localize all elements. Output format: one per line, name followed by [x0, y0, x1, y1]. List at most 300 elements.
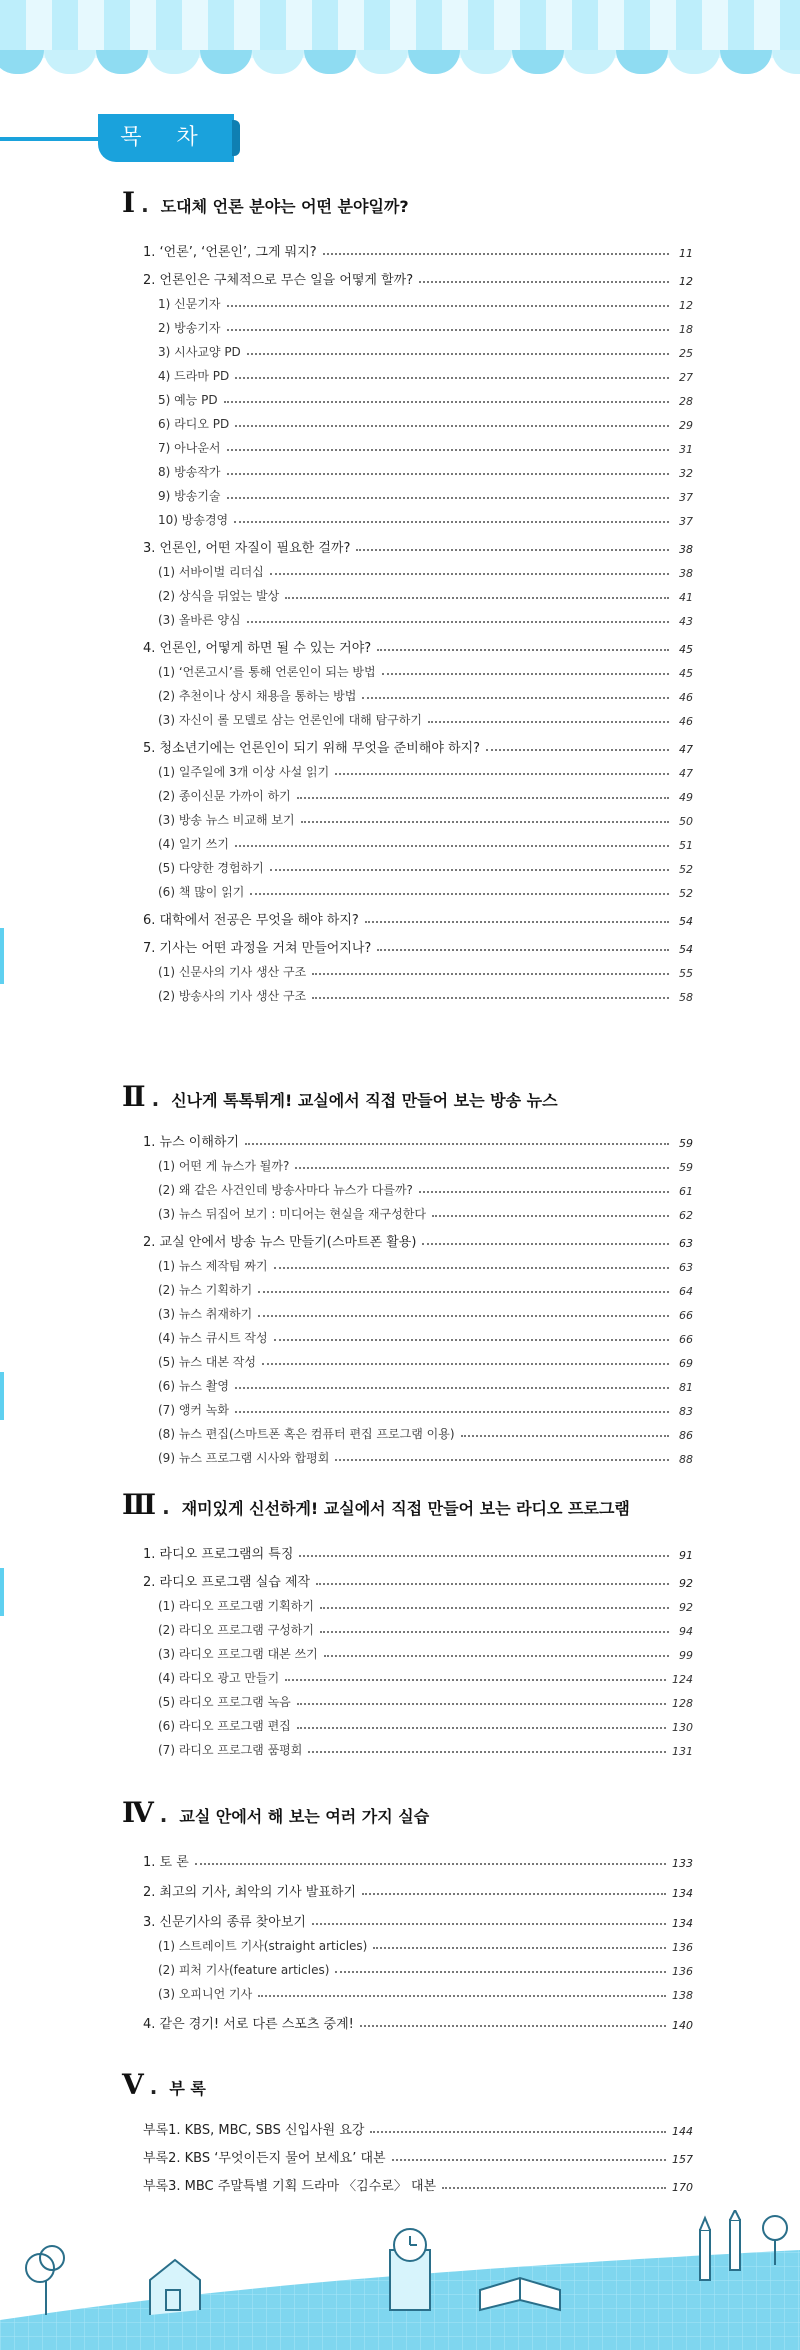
section-title: 재미있게 신선하게! 교실에서 직접 만들어 보는 라디오 프로그램 [181, 1499, 630, 1518]
awning-scallop [356, 50, 408, 74]
toc-subentry[interactable] [158, 458, 693, 480]
toc-subentry[interactable] [158, 706, 693, 728]
dot-leader [422, 1243, 669, 1245]
toc-entry-title: (2) 추천이나 상시 채용을 통하는 방법 [158, 689, 357, 703]
dot-leader [377, 649, 669, 651]
toc-entry-title: (2) 종이신문 가까이 하기 [158, 789, 291, 803]
dot-leader [461, 1435, 670, 1437]
page-number: 92 [679, 1577, 693, 1590]
page-number: 11 [679, 247, 693, 260]
toc-header-tab: 목 차 [98, 114, 234, 162]
page-number: 81 [679, 1381, 693, 1394]
toc-entry-title: 4. 언론인, 어떻게 하면 될 수 있는 거야? [143, 641, 372, 656]
side-mark [0, 1568, 4, 1616]
section-number: Ⅰ [122, 186, 136, 219]
page-number: 66 [679, 1333, 693, 1346]
dot-leader [270, 869, 669, 871]
dot-leader [285, 1679, 666, 1681]
toc-subentry[interactable] [158, 410, 693, 432]
toc-subentry[interactable] [158, 1200, 693, 1222]
section-dot: . [151, 1087, 160, 1111]
toc-entry-title: (2) 뉴스 기획하기 [158, 1283, 253, 1297]
page-number: 66 [679, 1309, 693, 1322]
page-number: 62 [679, 1209, 693, 1222]
toc-entry-title: 6. 대학에서 전공은 무엇을 해야 하지? [143, 913, 359, 928]
toc-entry-title: 2) 방송기자 [158, 321, 221, 335]
toc-entry-title: (4) 뉴스 큐시트 작성 [158, 1331, 268, 1345]
toc-subentry[interactable] [158, 854, 693, 876]
toc-entry-title: 1. ‘언론’, ‘언론인’, 그게 뭐지? [143, 245, 317, 260]
toc-subentry[interactable] [158, 1640, 693, 1662]
page-number: 51 [679, 839, 693, 852]
toc-entry[interactable] [143, 1128, 693, 1150]
dot-leader [247, 621, 669, 623]
page-number: 27 [679, 371, 693, 384]
toc-entry[interactable] [143, 1878, 693, 1900]
dot-leader [362, 1893, 666, 1895]
awning-scallop [252, 50, 304, 74]
toc-entry-title: (1) 일주일에 3개 이상 사설 읽기 [158, 765, 330, 779]
dot-leader [323, 253, 669, 255]
toc-entry-title: (4) 라디오 광고 만들기 [158, 1671, 280, 1685]
section-dot: . [141, 193, 149, 217]
toc-entry-title: (5) 뉴스 대본 작성 [158, 1355, 256, 1369]
dot-leader [373, 1947, 666, 1949]
toc-entry[interactable] [143, 734, 693, 756]
dot-leader [285, 597, 669, 599]
toc-entry-title: (3) 자신이 롤 모델로 삼는 언론인에 대해 탐구하기 [158, 713, 422, 727]
dot-leader [308, 1751, 666, 1753]
dot-leader [392, 2159, 666, 2161]
toc-entry-title: (1) 서바이벌 리더십 [158, 565, 264, 579]
toc-entry-title: (6) 라디오 프로그램 편집 [158, 1719, 291, 1733]
awning-scallop [148, 50, 200, 74]
toc-entry-title: (3) 방송 뉴스 비교해 보기 [158, 813, 295, 827]
page-number: 49 [679, 791, 693, 804]
page-number: 128 [672, 1697, 693, 1710]
page-number: 46 [679, 715, 693, 728]
toc-entry-title: 10) 방송경영 [158, 513, 229, 527]
toc-entry[interactable] [143, 1228, 693, 1250]
awning-scallop [720, 50, 772, 74]
toc-entry-title: (2) 피처 기사(feature articles) [158, 1963, 330, 1977]
dot-leader [295, 1167, 669, 1169]
page-number: 47 [679, 767, 693, 780]
toc-subentry[interactable] [158, 1688, 693, 1710]
dot-leader [258, 1315, 669, 1317]
toc-entry-title: (2) 왜 같은 사건인데 방송사마다 뉴스가 다를까? [158, 1183, 413, 1197]
toc-entry-title: 7. 기사는 어떤 과정을 거쳐 만들어지나? [143, 941, 372, 956]
toc-subentry[interactable] [158, 434, 693, 456]
dot-leader [227, 497, 670, 499]
dot-leader [235, 845, 669, 847]
section-heading [122, 2068, 206, 2104]
toc-subentry[interactable] [158, 878, 693, 900]
section-dot: . [159, 1803, 168, 1827]
awning-scallop [408, 50, 460, 74]
dot-leader [258, 1995, 666, 1997]
awning-scallop [616, 50, 668, 74]
awning-scallop [668, 50, 720, 74]
toc-entry-title: 7) 아나운서 [158, 441, 221, 455]
toc-entry-title: (5) 라디오 프로그램 녹음 [158, 1695, 291, 1709]
section-title: 부 록 [169, 2079, 206, 2098]
dot-leader [235, 1411, 669, 1413]
toc-subentry[interactable] [158, 982, 693, 1004]
section-number: Ⅱ [122, 1080, 146, 1113]
page-number: 134 [672, 1887, 693, 1900]
toc-entry[interactable] [143, 906, 693, 928]
toc-entry-title: (1) 스트레이트 기사(straight articles) [158, 1939, 368, 1953]
page-number: 144 [672, 2125, 693, 2138]
toc-entry-title: (8) 뉴스 편집(스마트폰 혹은 컴퓨터 편집 프로그램 이용) [158, 1427, 455, 1441]
dot-leader [297, 1727, 666, 1729]
toc-subentry[interactable] [158, 1980, 693, 2002]
page-number: 28 [679, 395, 693, 408]
toc-entry[interactable] [143, 1908, 693, 1930]
dot-leader [320, 1607, 669, 1609]
toc-entry[interactable] [143, 2010, 693, 2032]
page-number: 31 [679, 443, 693, 456]
page-number: 25 [679, 347, 693, 360]
toc-entry-title: (1) 뉴스 제작팀 짜기 [158, 1259, 268, 1273]
dot-leader [250, 893, 669, 895]
page-number: 54 [679, 915, 693, 928]
dot-leader [235, 425, 669, 427]
toc-subentry[interactable] [158, 830, 693, 852]
section-heading [122, 1488, 630, 1524]
dot-leader [235, 377, 669, 379]
toc-subentry[interactable] [158, 290, 693, 312]
toc-subentry[interactable] [158, 1176, 693, 1198]
awning-scallop [304, 50, 356, 74]
page-number: 69 [679, 1357, 693, 1370]
page-number: 45 [679, 667, 693, 680]
toc-entry-title: 5. 청소년기에는 언론인이 되기 위해 무엇을 준비해야 하지? [143, 741, 481, 756]
dot-leader [486, 749, 669, 751]
toc-entry-title: (3) 올바른 양심 [158, 613, 241, 627]
dot-leader [335, 1971, 666, 1973]
page-number: 12 [679, 299, 693, 312]
dot-leader [320, 1631, 669, 1633]
page-number: 52 [679, 887, 693, 900]
toc-entry-title: 5) 예능 PD [158, 393, 218, 407]
page-number: 41 [679, 591, 693, 604]
section-number: Ⅴ [122, 2068, 144, 2101]
dot-leader [247, 353, 669, 355]
toc-entry-title: (7) 라디오 프로그램 품평회 [158, 1743, 303, 1757]
toc-subentry[interactable] [158, 1300, 693, 1322]
toc-subentry[interactable] [158, 1252, 693, 1274]
toc-subentry[interactable] [158, 658, 693, 680]
toc-entry-title: 3. 언론인, 어떤 자질이 필요한 걸까? [143, 541, 351, 556]
toc-entry-title: 6) 라디오 PD [158, 417, 230, 431]
dot-leader [419, 281, 669, 283]
toc-entry-title: (1) ‘언론고시’를 통해 언론인이 되는 방법 [158, 665, 376, 679]
page-number: 43 [679, 615, 693, 628]
toc-entry-title: (4) 일기 쓰기 [158, 837, 229, 851]
toc-entry-title: 8) 방송작가 [158, 465, 221, 479]
toc-subentry[interactable] [158, 506, 693, 528]
toc-entry-title: (3) 뉴스 취재하기 [158, 1307, 253, 1321]
awning-scallop [44, 50, 96, 74]
page-number: 138 [672, 1989, 693, 2002]
page-number: 58 [679, 991, 693, 1004]
dot-leader [312, 1923, 666, 1925]
page-number: 47 [679, 743, 693, 756]
toc-subentry[interactable] [158, 806, 693, 828]
page-number: 50 [679, 815, 693, 828]
dot-leader [195, 1863, 666, 1865]
page-number: 63 [679, 1237, 693, 1250]
toc-entry-title: 4) 드라마 PD [158, 369, 230, 383]
toc-entry-title: 1) 신문기자 [158, 297, 221, 311]
page-number: 63 [679, 1261, 693, 1274]
toc-subentry[interactable] [158, 1712, 693, 1734]
dot-leader [316, 1583, 669, 1585]
side-mark [0, 928, 4, 984]
section-heading [122, 1796, 429, 1832]
side-mark [0, 1372, 4, 1420]
toc-entry-title: (7) 앵커 녹화 [158, 1403, 229, 1417]
toc-subentry[interactable] [158, 782, 693, 804]
dot-leader [370, 2131, 666, 2133]
toc-entry[interactable] [143, 2144, 693, 2166]
toc-entry-title: (5) 다양한 경험하기 [158, 861, 264, 875]
page-number: 136 [672, 1965, 693, 1978]
dot-leader [382, 673, 669, 675]
awning-scallop [772, 50, 800, 74]
dot-leader [312, 997, 669, 999]
dot-leader [301, 821, 669, 823]
toc-entry-title: 9) 방송기술 [158, 489, 221, 503]
toc-subentry[interactable] [158, 1736, 693, 1758]
dot-leader [356, 549, 669, 551]
toc-entry-title: 2. 교실 안에서 방송 뉴스 만들기(스마트폰 활용) [143, 1235, 417, 1250]
header-rule [0, 137, 100, 141]
page-number: 38 [679, 567, 693, 580]
section-heading [122, 1080, 558, 1116]
toc-subentry[interactable] [158, 1348, 693, 1370]
toc-entry[interactable] [143, 634, 693, 656]
page-number: 124 [672, 1673, 693, 1686]
dot-leader [362, 697, 669, 699]
section-title: 신나게 톡톡튀게! 교실에서 직접 만들어 보는 방송 뉴스 [171, 1091, 558, 1110]
toc-entry-title: 부록1. KBS, MBC, SBS 신입사원 요강 [143, 2123, 365, 2138]
dot-leader [274, 1267, 669, 1269]
page-number: 59 [679, 1161, 693, 1174]
page-number: 64 [679, 1285, 693, 1298]
dot-leader [324, 1655, 669, 1657]
toc-subentry[interactable] [158, 582, 693, 604]
dot-leader [245, 1143, 669, 1145]
dot-leader [419, 1191, 669, 1193]
page-number: 54 [679, 943, 693, 956]
dot-leader [234, 521, 669, 523]
toc-subentry[interactable] [158, 1592, 693, 1614]
toc-entry[interactable] [143, 2116, 693, 2138]
toc-subentry[interactable] [158, 682, 693, 704]
toc-subentry[interactable] [158, 558, 693, 580]
page-number: 38 [679, 543, 693, 556]
section-dot: . [149, 2075, 158, 2099]
toc-subentry[interactable] [158, 1372, 693, 1394]
toc-entry-title: 2. 라디오 프로그램 실습 제작 [143, 1575, 311, 1590]
awning-scallop [512, 50, 564, 74]
toc-entry-title: (1) 신문사의 기사 생산 구조 [158, 965, 307, 979]
dot-leader [270, 573, 669, 575]
toc-entry-title: (3) 오피니언 기사 [158, 1987, 253, 2001]
dot-leader [360, 2025, 666, 2027]
toc-subentry[interactable] [158, 606, 693, 628]
dot-leader [227, 449, 670, 451]
toc-entry-title: 부록3. MBC 주말특별 기획 드라마 〈김수로〉 대본 [143, 2179, 437, 2194]
toc-entry-title: 부록2. KBS ‘무엇이든지 물어 보세요’ 대본 [143, 2151, 386, 2166]
awning-scallop [564, 50, 616, 74]
page-number: 91 [679, 1549, 693, 1562]
page-number: 45 [679, 643, 693, 656]
dot-leader [428, 721, 669, 723]
toc-subentry[interactable] [158, 758, 693, 780]
toc-subentry[interactable] [158, 482, 693, 504]
dot-leader [442, 2187, 666, 2189]
toc-entry-title: 2. 언론인은 구체적으로 무슨 일을 어떻게 할까? [143, 273, 414, 288]
toc-subentry[interactable] [158, 1956, 693, 1978]
toc-entry[interactable] [143, 1568, 693, 1590]
page-number: 83 [679, 1405, 693, 1418]
awning-scallop [0, 50, 44, 74]
page-number: 37 [679, 491, 693, 504]
toc-entry-title: (6) 뉴스 촬영 [158, 1379, 229, 1393]
toc-entry-title: 3) 시사교양 PD [158, 345, 241, 359]
page-number: 99 [679, 1649, 693, 1662]
toc-subentry[interactable] [158, 386, 693, 408]
page-number: 32 [679, 467, 693, 480]
dot-leader [377, 949, 669, 951]
awning-scallop [96, 50, 148, 74]
toc-entry-title: 3. 신문기사의 종류 찾아보기 [143, 1915, 306, 1930]
toc-entry-title: (3) 뉴스 뒤집어 보기 : 미디어는 현실을 재구성한다 [158, 1207, 426, 1221]
dot-leader [365, 921, 669, 923]
toc-entry-title: 2. 최고의 기사, 최악의 기사 발표하기 [143, 1885, 357, 1900]
toc-entry-title: (6) 책 많이 읽기 [158, 885, 245, 899]
toc-subentry[interactable] [158, 1276, 693, 1298]
toc-entry-title: (1) 라디오 프로그램 기획하기 [158, 1599, 314, 1613]
toc-entry-title: (3) 라디오 프로그램 대본 쓰기 [158, 1647, 318, 1661]
toc-subentry[interactable] [158, 1420, 693, 1442]
dot-leader [262, 1363, 669, 1365]
page-number: 94 [679, 1625, 693, 1638]
page-number: 140 [672, 2019, 693, 2032]
toc-entry-title: 1. 토 론 [143, 1855, 189, 1870]
page-number: 170 [672, 2181, 693, 2194]
dot-leader [335, 773, 669, 775]
toc-subentry[interactable] [158, 1152, 693, 1174]
toc-entry-title: (2) 라디오 프로그램 구성하기 [158, 1623, 314, 1637]
dot-leader [227, 473, 670, 475]
page-number: 92 [679, 1601, 693, 1614]
page-number: 29 [679, 419, 693, 432]
toc-entry[interactable] [143, 266, 693, 288]
page-number: 133 [672, 1857, 693, 1870]
dot-leader [297, 797, 669, 799]
toc-entry-title: (9) 뉴스 프로그램 시사와 합평회 [158, 1451, 330, 1465]
dot-leader [299, 1555, 669, 1557]
dot-leader [274, 1339, 669, 1341]
toc-entry-title: (2) 방송사의 기사 생산 구조 [158, 989, 307, 1003]
toc-subentry[interactable] [158, 958, 693, 980]
toc-entry[interactable] [143, 934, 693, 956]
page-number: 55 [679, 967, 693, 980]
page-number: 130 [672, 1721, 693, 1734]
doodle-scene-icon [0, 2210, 800, 2350]
toc-entry[interactable] [143, 534, 693, 556]
page-number: 46 [679, 691, 693, 704]
page-number: 12 [679, 275, 693, 288]
page-number: 131 [672, 1745, 693, 1758]
awning-scallop [460, 50, 512, 74]
toc-entry-title: (1) 어떤 게 뉴스가 될까? [158, 1159, 290, 1173]
page-number: 61 [679, 1185, 693, 1198]
page-number: 157 [672, 2153, 693, 2166]
toc-subentry[interactable] [158, 338, 693, 360]
dot-leader [312, 973, 669, 975]
page-number: 59 [679, 1137, 693, 1150]
dot-leader [227, 329, 670, 331]
toc-subentry[interactable] [158, 1444, 693, 1466]
awning-scallops [0, 50, 800, 74]
page-number: 52 [679, 863, 693, 876]
page-number: 86 [679, 1429, 693, 1442]
section-title: 교실 안에서 해 보는 여러 가지 실습 [179, 1807, 430, 1826]
toc-entry-title: (2) 상식을 뒤엎는 발상 [158, 589, 280, 603]
toc-entry[interactable] [143, 238, 693, 260]
awning-scallop [200, 50, 252, 74]
bottom-illustration [0, 2210, 800, 2350]
toc-subentry[interactable] [158, 1616, 693, 1638]
section-dot: . [162, 1495, 170, 1519]
page-number: 136 [672, 1941, 693, 1954]
toc-entry-title: 4. 같은 경기! 서로 다른 스포츠 중계! [143, 2017, 354, 2032]
toc-entry[interactable] [143, 2172, 693, 2194]
dot-leader [335, 1459, 669, 1461]
page-number: 37 [679, 515, 693, 528]
dot-leader [432, 1215, 669, 1217]
toc-entry[interactable] [143, 1848, 693, 1870]
page-number: 134 [672, 1917, 693, 1930]
toc-subentry[interactable] [158, 1664, 693, 1686]
dot-leader [258, 1291, 669, 1293]
toc-subentry[interactable] [158, 314, 693, 336]
page-number: 18 [679, 323, 693, 336]
dot-leader [227, 305, 670, 307]
dot-leader [224, 401, 669, 403]
page-number: 88 [679, 1453, 693, 1466]
section-heading [122, 186, 409, 222]
toc-subentry[interactable] [158, 1396, 693, 1418]
toc-entry-title: 1. 라디오 프로그램의 특징 [143, 1547, 294, 1562]
toc-entry[interactable] [143, 1540, 693, 1562]
section-number: Ⅲ [122, 1488, 157, 1521]
section-title: 도대체 언론 분야는 어떤 분야일까? [160, 197, 409, 216]
dot-leader [297, 1703, 666, 1705]
awning-decoration [0, 0, 800, 80]
section-number: Ⅳ [122, 1796, 154, 1829]
toc-subentry[interactable] [158, 1324, 693, 1346]
toc-entry-title: 1. 뉴스 이해하기 [143, 1135, 240, 1150]
toc-subentry[interactable] [158, 362, 693, 384]
toc-subentry[interactable] [158, 1932, 693, 1954]
